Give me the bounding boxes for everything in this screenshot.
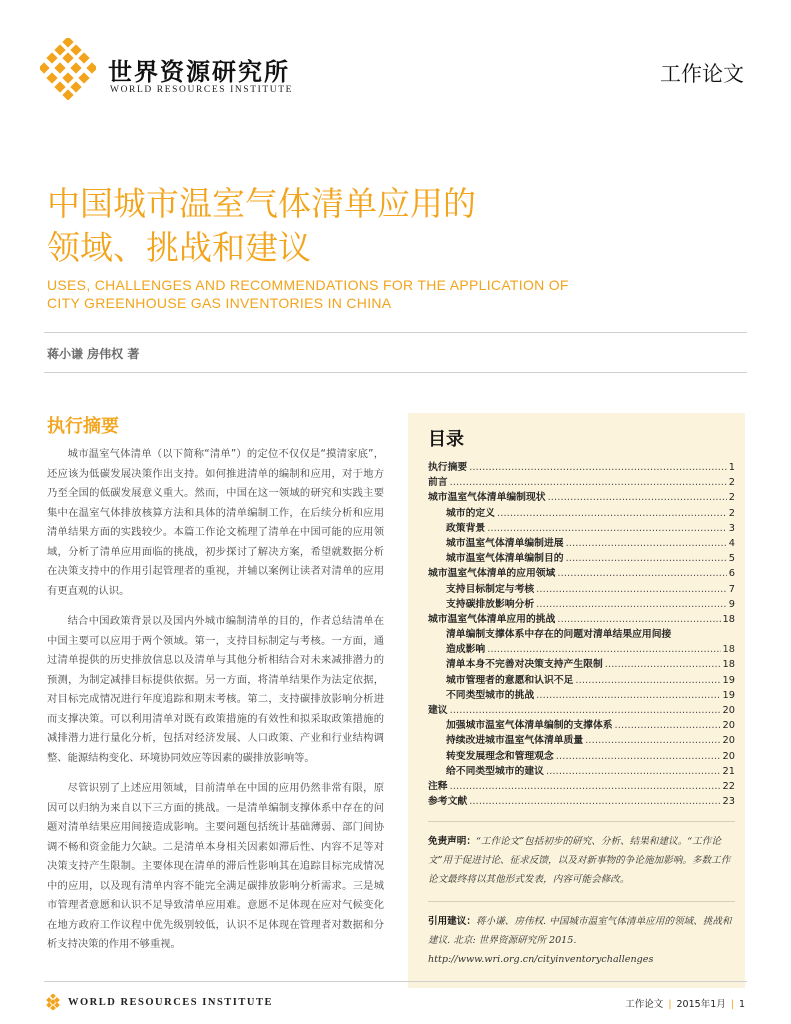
toc-item-page: 1 bbox=[728, 462, 735, 473]
toc-item-label: 城市温室气体清单应用的挑战 bbox=[428, 613, 556, 625]
toc-item-page: 2 bbox=[728, 492, 735, 504]
disclaimer-text: “工作论文”包括初步的研究、分析、结果和建议。“工作论文”用于促进讨论、征求反馈，以及对新事物的争论施加影响。多数工作论文最终将以其他形式发表，内容可能会修改。 bbox=[428, 836, 731, 886]
wri-logo-icon bbox=[40, 38, 96, 100]
toc-leader-dots bbox=[585, 733, 720, 748]
toc-item-label: 城市温室气体清单的应用领域 bbox=[428, 568, 556, 580]
table-of-contents bbox=[408, 413, 745, 988]
logo-english-name: WORLD RESOURCES INSTITUTE bbox=[110, 85, 294, 95]
toc-item[interactable] bbox=[428, 688, 735, 703]
toc-item-label: 加强城市温室气体清单编制的支撑体系 bbox=[446, 720, 613, 732]
executive-summary-heading: 执行摘要 bbox=[47, 416, 119, 437]
toc-item-page: 19 bbox=[722, 689, 735, 701]
toc-item[interactable] bbox=[428, 566, 735, 581]
toc-item[interactable] bbox=[428, 779, 735, 794]
title-en-line-1: USES, CHALLENGES AND RECOMMENDATIONS FOR THE APPLICATION OF bbox=[47, 277, 569, 293]
toc-item-label: 前言 bbox=[428, 477, 448, 489]
toc-item-page: 20 bbox=[722, 735, 735, 747]
toc-leader-dots bbox=[557, 612, 720, 627]
toc-item-label-cont: 造成影响 bbox=[446, 644, 486, 656]
toc-item-page: 20 bbox=[722, 720, 735, 732]
toc-item-page: 21 bbox=[722, 765, 735, 777]
toc-item-label: 不同类型城市的挑战 bbox=[446, 689, 535, 701]
toc-leader-dots bbox=[566, 551, 727, 566]
toc-item[interactable] bbox=[428, 460, 735, 475]
toc-item[interactable] bbox=[428, 627, 735, 642]
toc-divider-2 bbox=[428, 901, 735, 902]
toc-item-label: 支持目标制定与考核 bbox=[446, 583, 535, 595]
toc-item-page: 5 bbox=[728, 553, 735, 565]
citation-text: 蒋小谦、房伟权. 中国城市温室气体清单应用的领域、挑战和建议. 北京: 世界资源研究所 2015. http://www.wri.org.cn/cityinventorychallenges bbox=[428, 916, 732, 966]
authors-line: 蒋小谦 房伟权 著 bbox=[47, 347, 140, 361]
toc-item-label: 执行摘要 bbox=[428, 462, 468, 473]
toc-leader-dots bbox=[487, 521, 727, 536]
document-type-label: 工作论文 bbox=[660, 62, 744, 86]
toc-leader-dots bbox=[546, 764, 721, 779]
toc-item-page: 4 bbox=[728, 537, 735, 549]
toc-item-page: 23 bbox=[722, 796, 735, 808]
toc-item-page: 18 bbox=[722, 659, 735, 671]
toc-item-label: 城市温室气体清单编制进展 bbox=[446, 537, 564, 549]
toc-leader-dots bbox=[575, 673, 720, 688]
footer-date: 2015年1月 bbox=[676, 999, 726, 1010]
toc-item-label: 政策背景 bbox=[446, 522, 486, 534]
toc-item[interactable] bbox=[428, 490, 735, 505]
toc-item-page: 20 bbox=[722, 705, 735, 716]
toc-leader-dots bbox=[497, 506, 727, 521]
toc-leader-dots bbox=[557, 566, 726, 581]
page-header bbox=[0, 0, 791, 120]
wri-footer-logo-icon bbox=[46, 994, 60, 1010]
toc-item[interactable] bbox=[428, 749, 735, 764]
citation-label: 引用建议： bbox=[428, 916, 476, 928]
toc-item-label: 参考文献 bbox=[428, 796, 468, 808]
footer-meta: 工作论文 | 2015年1月 | 1 bbox=[625, 999, 745, 1010]
divider-top bbox=[44, 332, 747, 333]
toc-item[interactable] bbox=[428, 597, 735, 612]
summary-paragraph-3: 尽管识别了上述应用领域，目前清单在中国的应用仍然非常有限，原因可以归纳为来自以下三方面的挑战。一是清单编制支撑体系中存在的问题对清单结果应用间接造成影响。主要问题包括统计基础薄弱、部门间协调不畅和资金能力欠缺。二是清单本身相关因素如滞后性、内容不足等对决策支持产生限制。主要体现在清单的滞后性影响其在追踪目标完成情况中的应用，以及现有清单内容不能完全满足碳排放影响分析需求。三是城市管理者意愿和认识不足导致清单应用难。意愿不足体现在应对气候变化在地方政府工作议程中优先级别较低，认识不足体现在管理者对数据和分析支持决策的作用不够重视。 bbox=[47, 782, 384, 950]
toc-item-continuation[interactable] bbox=[428, 642, 735, 657]
page-title-english bbox=[47, 276, 647, 312]
toc-item-page: 3 bbox=[728, 522, 735, 534]
summary-paragraph-1: 城市温室气体清单（以下简称“清单”）的定位不仅仅是“摸清家底”，还应该为低碳发展决策作出支持。如何推进清单的编制和应用，对于地方乃至全国的低碳发展意义重大。然而，中国在这一领域的研究和实践主要集中在温室气体排放核算方法和具体的清单编制工作，在后续分析和应用清单结果方面的实践较少。本篇工作论文梳理了清单在中国可能的应用领域，分析了清单应用面临的挑战，初步探讨了解决方案，希望就数据分析在决策支持中的作用引起管理者的重视，并辅以案例让读者对清单的应用有更直观的认识。 bbox=[47, 448, 384, 597]
toc-item-page: 2 bbox=[728, 477, 735, 489]
toc-leader-dots bbox=[536, 597, 727, 612]
toc-item-page: 9 bbox=[728, 598, 735, 610]
toc-item-label: 城市管理者的意愿和认识不足 bbox=[446, 674, 574, 686]
toc-item-page: 6 bbox=[728, 568, 735, 580]
toc-leader-dots bbox=[605, 657, 721, 672]
toc-item[interactable] bbox=[428, 794, 735, 809]
toc-item[interactable] bbox=[428, 612, 735, 627]
divider-authors bbox=[44, 372, 747, 373]
disclaimer-label: 免责声明： bbox=[428, 836, 476, 848]
toc-item[interactable] bbox=[428, 718, 735, 733]
toc-item-label: 建议 bbox=[428, 705, 448, 716]
toc-heading: 目录 bbox=[428, 429, 464, 450]
toc-item[interactable] bbox=[428, 582, 735, 597]
toc-leader-dots bbox=[469, 460, 727, 475]
toc-leader-dots bbox=[450, 703, 721, 718]
toc-item-page: 20 bbox=[722, 750, 735, 762]
toc-leader-dots bbox=[548, 490, 727, 505]
disclaimer bbox=[428, 832, 735, 889]
summary-paragraph-2: 结合中国政策背景以及国内外城市编制清单的目的，作者总结清单在中国主要可以应用于两个领域。第一，支持目标制定与考核。一方面，通过清单提供的历史排放信息以及清单与其他分析相结合对未来减排潜力的预测，为制定减排目标提供依据。另一方面，将清单结果作为法定依据，对目标完成情况进行年度追踪和期末考核。第二，支持碳排放影响分析进而支撑决策。可以利用清单对既有政策措施的有效性和拟采取政策措施的减排潜力进行量化分析，包括对经济发展、人口政策、产业和行业结构调整、能源结构变化、环境协同效应等因素的碳排放影响等。 bbox=[47, 615, 384, 764]
toc-item[interactable] bbox=[428, 475, 735, 490]
toc-leader-dots bbox=[536, 688, 720, 703]
toc-item-page: 19 bbox=[722, 674, 735, 686]
toc-item[interactable] bbox=[428, 521, 735, 536]
toc-item[interactable] bbox=[428, 764, 735, 779]
title-cn-line-1: 中国城市温室气体清单应用的 bbox=[47, 184, 476, 223]
toc-leader-dots bbox=[566, 536, 727, 551]
citation bbox=[428, 912, 735, 969]
toc-list bbox=[428, 460, 735, 809]
toc-item[interactable] bbox=[428, 506, 735, 521]
toc-leader-dots bbox=[469, 794, 720, 809]
toc-item-label: 给不同类型城市的建议 bbox=[446, 765, 544, 777]
toc-item-label: 城市的定义 bbox=[446, 507, 495, 519]
toc-item-label: 转变发展理念和管理观念 bbox=[446, 750, 554, 762]
toc-item[interactable] bbox=[428, 551, 735, 566]
title-cn-line-2: 领域、挑战和建议 bbox=[47, 228, 311, 267]
toc-item[interactable] bbox=[428, 703, 735, 718]
footer-divider bbox=[44, 981, 747, 982]
toc-item-label: 城市温室气体清单编制现状 bbox=[428, 492, 546, 504]
toc-item[interactable] bbox=[428, 733, 735, 748]
toc-leader-dots bbox=[487, 642, 720, 657]
toc-item[interactable] bbox=[428, 657, 735, 672]
toc-item-page: 7 bbox=[728, 583, 735, 595]
executive-summary-body bbox=[47, 445, 384, 966]
toc-item-label: 持续改进城市温室气体清单质量 bbox=[446, 735, 584, 747]
toc-item-label: 清单本身不完善对决策支持产生限制 bbox=[446, 659, 603, 671]
toc-leader-dots bbox=[450, 475, 727, 490]
toc-leader-dots bbox=[536, 582, 727, 597]
toc-item[interactable] bbox=[428, 536, 735, 551]
footer-organization: WORLD RESOURCES INSTITUTE bbox=[68, 997, 273, 1008]
footer-doc-type: 工作论文 bbox=[625, 999, 664, 1010]
toc-leader-dots bbox=[450, 779, 721, 794]
toc-item-label: 清单编制支撑体系中存在的问题对清单结果应用间接 bbox=[446, 629, 672, 641]
toc-item-label: 城市温室气体清单编制目的 bbox=[446, 553, 564, 565]
toc-divider bbox=[428, 821, 735, 822]
toc-item-label: 支持碳排放影响分析 bbox=[446, 598, 535, 610]
toc-item-page: 22 bbox=[722, 780, 735, 792]
toc-item-page: 18 bbox=[722, 644, 735, 656]
toc-item-page: 18 bbox=[722, 613, 735, 625]
toc-leader-dots bbox=[615, 718, 721, 733]
toc-item-label: 注释 bbox=[428, 780, 448, 792]
toc-item-page: 2 bbox=[728, 507, 735, 519]
logo-chinese-name: 世界资源研究所 bbox=[108, 57, 290, 86]
page-title-chinese bbox=[47, 182, 667, 270]
toc-item[interactable] bbox=[428, 673, 735, 688]
toc-leader-dots bbox=[556, 749, 721, 764]
title-en-line-2: CITY GREENHOUSE GAS INVENTORIES IN CHINA bbox=[47, 295, 392, 311]
page-number: 1 bbox=[738, 999, 745, 1010]
